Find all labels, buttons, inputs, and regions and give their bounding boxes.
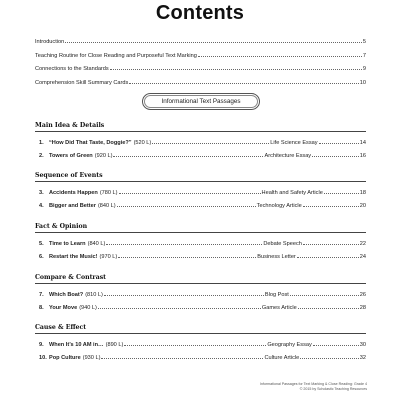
dot-leader (312, 155, 359, 157)
entry-genre: Games Article (261, 305, 297, 311)
toc-entry[interactable] (35, 251, 366, 264)
toc-entry[interactable] (35, 150, 366, 163)
toc-label: Teaching Routine for Close Reading and Purposeful Text Marking (35, 52, 197, 59)
entry-genre: Architecture Essay (264, 153, 312, 159)
section-title: Fact & Opinion (35, 223, 366, 233)
entry-lexile: (840 L) (87, 241, 106, 247)
dot-leader (152, 142, 269, 144)
entry-number: 8. (39, 305, 44, 311)
entry-page: 32 (359, 355, 366, 361)
entry-page: 18 (359, 190, 366, 196)
toc-row[interactable] (35, 50, 366, 64)
entry-number: 1. (39, 140, 44, 146)
entry-lexile: (520 L) (133, 140, 152, 146)
page-footer (260, 382, 367, 391)
entry-lexile: (930 L) (82, 355, 101, 361)
entry-number: 4. (39, 203, 44, 209)
section-banner: Informational Text Passages (142, 93, 260, 110)
entry-genre: Culture Article (264, 355, 300, 361)
page-title: Contents (155, 2, 245, 24)
dot-leader (297, 256, 359, 258)
dot-leader (65, 41, 362, 43)
dot-leader (303, 205, 359, 207)
entry-genre: Health and Safety Article (261, 190, 323, 196)
entry-title: When It’s 10 AM in… (49, 342, 104, 348)
entry-number: 6. (39, 254, 44, 260)
entry-page: 16 (359, 153, 366, 159)
entry-number: 2. (39, 153, 44, 159)
dot-leader (290, 294, 359, 296)
dot-leader (324, 192, 359, 194)
section-compare-contrast (35, 274, 366, 315)
toc-label: Introduction (35, 39, 65, 45)
section-title: Cause & Effect (35, 324, 366, 334)
section-fact-opinion (35, 223, 366, 264)
dot-leader (300, 357, 359, 359)
entry-genre: Business Letter (257, 254, 296, 260)
entry-number: 9. (39, 342, 44, 348)
section-cause-effect (35, 324, 366, 365)
toc-entry[interactable] (35, 200, 366, 213)
toc-entry[interactable] (35, 302, 366, 315)
entry-number: 5. (39, 241, 44, 247)
toc-page: 9 (362, 66, 366, 72)
entry-title: “How Did That Taste, Doggie?” (49, 140, 132, 146)
section-sequence (35, 172, 366, 213)
entry-genre: Blog Post (264, 292, 289, 298)
entry-title: Your Move (49, 305, 78, 311)
entry-page: 24 (359, 254, 366, 260)
entry-lexile: (970 L) (99, 254, 118, 260)
toc-label: Comprehension Skill Summary Cards (35, 79, 129, 86)
dot-leader (119, 192, 261, 194)
dot-leader (106, 243, 262, 245)
section-main-idea (35, 122, 366, 163)
entry-lexile: (940 L) (79, 305, 97, 311)
toc-entry[interactable] (35, 238, 366, 251)
entry-title: Restart the Music! (49, 254, 98, 260)
dot-leader (104, 294, 264, 296)
entry-page: 30 (359, 342, 366, 348)
toc-page: 7 (362, 52, 366, 59)
entry-title: Pop Culture (49, 355, 81, 361)
entry-number: 3. (39, 190, 44, 196)
toc-entry[interactable] (35, 289, 366, 302)
entry-genre: Technology Article (256, 203, 302, 209)
dot-leader (303, 243, 359, 245)
dot-leader (313, 344, 359, 346)
toc-page: 10 (359, 79, 366, 86)
entry-page: 26 (359, 292, 366, 298)
dot-leader (113, 155, 263, 157)
entry-lexile: (840 L) (97, 203, 116, 209)
entry-title: Bigger and Better (49, 203, 96, 209)
banner-inner-border (144, 95, 258, 108)
section-title: Compare & Contrast (35, 274, 366, 284)
toc-entry[interactable] (35, 187, 366, 200)
dot-leader (319, 142, 359, 144)
dot-leader (124, 344, 266, 346)
intro-list (35, 36, 366, 90)
entry-number: 7. (39, 292, 44, 298)
dot-leader (117, 205, 256, 207)
dot-leader (110, 68, 362, 70)
footer-copyright: © 2015 by Scholastic Teaching Resources (299, 386, 367, 391)
entry-lexile: (890 L) (105, 342, 124, 348)
dot-leader (129, 82, 359, 84)
toc-page: 5 (362, 39, 366, 45)
entry-title: Which Boat? (49, 292, 84, 298)
dot-leader (98, 307, 261, 309)
toc-row[interactable] (35, 77, 366, 91)
dot-leader (298, 307, 359, 309)
dot-leader (118, 256, 256, 258)
toc-entry[interactable] (35, 339, 366, 352)
toc-entry[interactable] (35, 137, 366, 150)
entry-page: 20 (359, 203, 366, 209)
entry-title: Towers of Green (49, 153, 93, 159)
entry-lexile: (810 L) (85, 292, 103, 298)
entry-lexile: (920 L) (94, 153, 113, 159)
entry-page: 22 (359, 241, 366, 247)
footer-book-title: Informational Passages for Text Marking & Close Reading: Grade 4 (259, 382, 367, 386)
entry-genre: Debate Speech (263, 241, 302, 247)
toc-label: Connections to the Standards (35, 66, 109, 72)
section-title: Sequence of Events (35, 172, 366, 182)
entry-title: Accidents Happen (49, 190, 98, 196)
entry-genre: Geography Essay (267, 342, 312, 348)
entry-page: 14 (359, 140, 366, 146)
entry-number: 10. (39, 355, 47, 361)
toc-row[interactable] (35, 36, 366, 50)
dot-leader (198, 55, 362, 57)
section-title: Main Idea & Details (35, 122, 366, 132)
entry-title: Time to Learn (49, 241, 86, 247)
dot-leader (101, 357, 263, 359)
entry-genre: Life Science Essay (270, 140, 318, 146)
entry-page: 28 (359, 305, 366, 311)
entry-lexile: (780 L) (99, 190, 118, 196)
toc-entry[interactable] (35, 352, 366, 365)
toc-row[interactable] (35, 63, 366, 77)
